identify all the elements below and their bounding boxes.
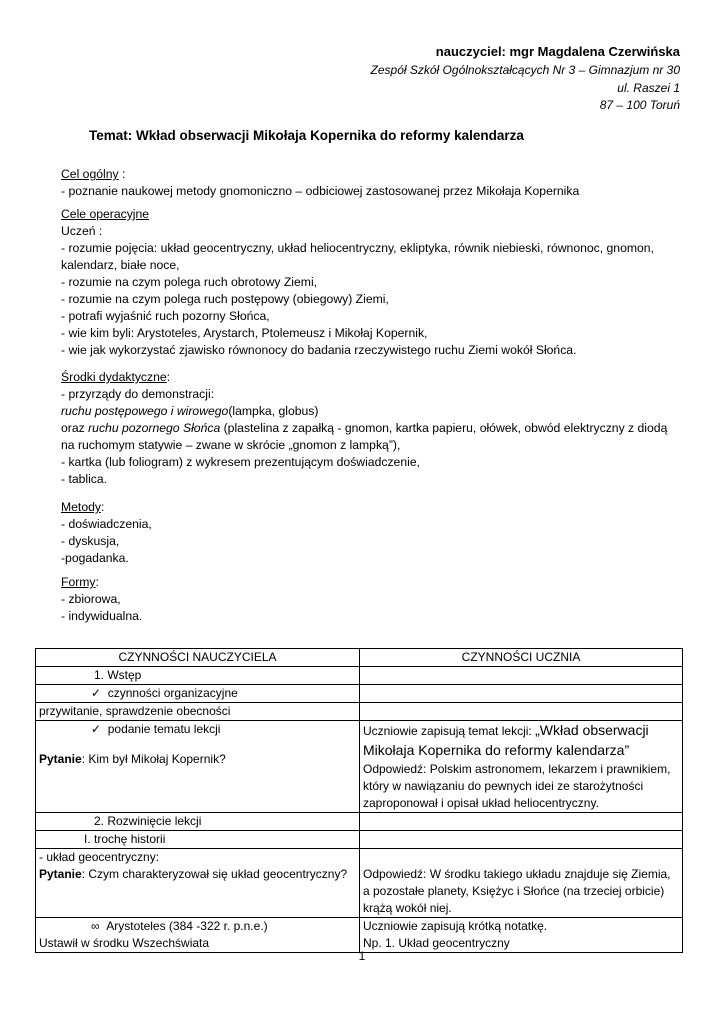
section-operational-goals: [61, 206, 681, 359]
list-item: - rozumie na czym polega ruch obrotowy Ziemi,: [61, 275, 318, 289]
forms-heading: Formy: [61, 575, 96, 589]
list-item: [61, 403, 681, 420]
question-label: Pytanie: [39, 752, 82, 766]
cell-text: czynności organizacyjne: [107, 686, 238, 700]
heading-suffix: :: [100, 500, 105, 514]
col-header-student: CZYNNOŚCI UCZNIA: [360, 649, 683, 667]
lesson-topic-text: „Wkład obserwacji Mikołaja Kopernika do reformy kalendarza”: [363, 722, 649, 758]
list-item: - tablica.: [61, 472, 108, 486]
cell-geocentric-question: [36, 849, 360, 918]
methods-heading: Metody: [61, 500, 101, 514]
cell-text: Np. 1. Układ geocentryczny: [363, 936, 510, 950]
section-general-goal: [61, 166, 681, 200]
table-row: [36, 831, 683, 849]
cell-empty: [360, 831, 683, 849]
general-goal-item: - poznanie naukowej metody gnomoniczno – odbiciowej zastosowanej przez Mikołaja Kopernika: [61, 184, 580, 198]
list-item: - indywidualna.: [61, 609, 143, 623]
cell-text: - układ geocentryczny:: [39, 850, 160, 864]
list-item: - kartka (lub foliogram) z wykresem prezentującym doświadczenie,: [61, 455, 420, 469]
lesson-plan-table: [35, 648, 683, 953]
section-teaching-aids: [61, 369, 681, 488]
school-city: 87 – 100 Toruń: [599, 98, 680, 112]
cell-intro: 1. Wstęp: [36, 667, 360, 685]
italic-text: ruchu pozornego Słońca: [88, 421, 221, 435]
cell-topic: [36, 721, 360, 813]
section-forms: [61, 574, 681, 625]
teacher-name: nauczyciel: mgr Magdalena Czerwińska: [435, 44, 680, 59]
checkmark-icon: ✓: [91, 722, 102, 736]
list-item: na ruchomym statywie – zwane w skrócie „gnomon z lampką”),: [61, 438, 401, 452]
table-row: [36, 685, 683, 703]
general-goal-heading: Cel ogólny: [61, 167, 119, 181]
section-methods: [61, 499, 681, 567]
heading-suffix: :: [166, 370, 171, 384]
list-item: - doświadczenia,: [61, 517, 152, 531]
table-row: [36, 721, 683, 813]
school-street: ul. Raszei 1: [617, 81, 680, 95]
cell-aristotle: [36, 918, 360, 953]
list-item: - zbiorowa,: [61, 592, 121, 606]
cell-greeting: przywitanie, sprawdzenie obecności: [36, 703, 360, 721]
cell-empty: [360, 813, 683, 831]
table-row: [36, 703, 683, 721]
text: (plastelina z zapałką - gnomon, kartka papieru, ołówek, obwód elektryczny z diodą: [220, 421, 668, 435]
heading-suffix: :: [95, 575, 99, 589]
table-row: [36, 667, 683, 685]
cell-organizational: [36, 685, 360, 703]
col-header-teacher: CZYNNOŚCI NAUCZYCIELA: [36, 649, 360, 667]
list-item: - przyrządy do demonstracji:: [61, 387, 215, 401]
cell-text: Arystoteles (384 -322 r. p.n.e.): [106, 919, 268, 933]
text: (lampka, globus): [228, 404, 319, 418]
italic-text: ruchu postępowego i wirowego: [61, 404, 229, 418]
text: oraz: [61, 421, 89, 435]
answer-text: Odpowiedź: Polskim astronomem, lekarzem i prawnikiem, który w nawiązaniu do pewnych idei ze starożytności zaproponował i opisał układ heliocentryczny.: [363, 762, 671, 810]
cell-student-note: [360, 918, 683, 953]
heading-suffix: :: [118, 167, 126, 181]
list-item: - potrafi wyjaśnić ruch pozorny Słońca,: [61, 309, 270, 323]
cell-development: 2. Rozwinięcie lekcji: [36, 813, 360, 831]
table-header-row: [36, 649, 683, 667]
cell-empty: [360, 667, 683, 685]
list-item: - dyskusja,: [61, 534, 120, 548]
cell-student-answer-2: Odpowiedź: W środku takiego układu znajduje się Ziemia, a pozostałe planety, Księżyc i Słońce (na trzeciej orbicie) krążą wokół niej.: [360, 849, 683, 918]
teaching-aids-heading: Środki dydaktyczne: [61, 370, 167, 384]
checkmark-icon: ✓: [91, 686, 102, 700]
cell-text: Uczniowie zapisują krótką notatkę.: [363, 919, 548, 933]
school-name: Zespół Szkół Ogólnokształcących Nr 3 – Gimnazjum nr 30: [370, 63, 680, 77]
cell-text: Uczniowie zapisują temat lekcji:: [363, 724, 536, 738]
list-item: - wie jak wykorzystać zjawisko równonocy do badania rzeczywistego ruchu Ziemi wokół Słońca.: [61, 343, 577, 357]
question-text: : Czym charakteryzował się układ geocentryczny?: [81, 867, 348, 881]
list-item: -pogadanka.: [61, 551, 129, 565]
question-text: : Kim był Mikołaj Kopernik?: [81, 752, 226, 766]
cell-history: I. trochę historii: [36, 831, 360, 849]
operational-goals-heading: Cele operacyjne: [61, 207, 150, 221]
list-item: [61, 420, 681, 437]
infinity-bullet-icon: ∞: [91, 919, 100, 933]
list-item: - rozumie na czym polega ruch postępowy (obiegowy) Ziemi,: [61, 292, 389, 306]
cell-student-answer-1: [360, 721, 683, 813]
page-number: 1: [358, 949, 366, 963]
list-item: kalendarz, białe noce,: [61, 258, 180, 272]
cell-empty: [360, 703, 683, 721]
cell-text: Ustawił w środku Wszechświata: [39, 936, 210, 950]
table-row: [36, 849, 683, 918]
question-label: Pytanie: [39, 867, 82, 881]
table-row: [36, 918, 683, 953]
list-item: - wie kim byli: Arystoteles, Arystarch, Ptolemeusz i Mikołaj Kopernik,: [61, 326, 428, 340]
cell-empty: [360, 685, 683, 703]
cell-text: podanie tematu lekcji: [107, 722, 221, 736]
operational-goals-intro: Uczeń :: [61, 224, 103, 238]
table-row: [36, 813, 683, 831]
lesson-title: Temat: Wkład obserwacji Mikołaja Kopernika do reformy kalendarza: [89, 128, 524, 143]
list-item: - rozumie pojęcia: układ geocentryczny, układ heliocentryczny, ekliptyka, równik niebieski, równonoc, gnomon,: [61, 241, 654, 255]
